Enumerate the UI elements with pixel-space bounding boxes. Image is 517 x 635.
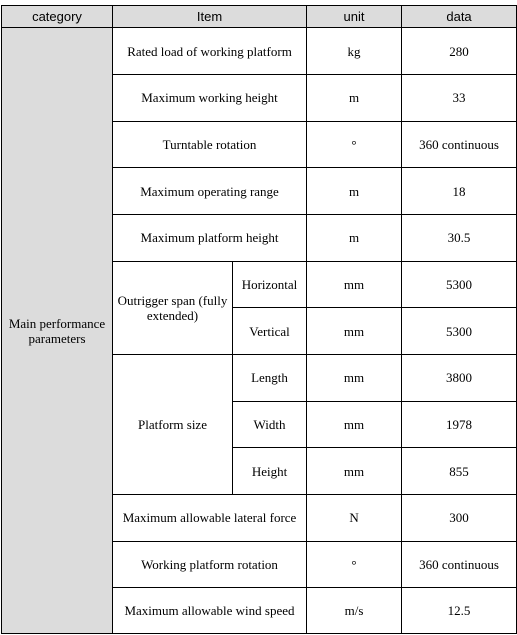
unit-cell: mm (307, 401, 402, 448)
item-cell: Maximum allowable lateral force (113, 494, 307, 541)
header-row (2, 6, 517, 28)
item-cell: Maximum working height (113, 74, 307, 121)
data-cell: 300 (402, 494, 517, 541)
item-cell: Maximum platform height (113, 214, 307, 261)
unit-cell: kg (307, 28, 402, 75)
unit-cell: ° (307, 121, 402, 168)
group-label-cell: Platform size (113, 354, 233, 494)
unit-cell: ° (307, 541, 402, 588)
unit-cell: mm (307, 308, 402, 355)
data-cell: 855 (402, 448, 517, 495)
item-cell: Maximum allowable wind speed (113, 588, 307, 634)
unit-cell: mm (307, 448, 402, 495)
item-cell: Maximum operating range (113, 168, 307, 215)
data-cell: 12.5 (402, 588, 517, 634)
item-cell: Working platform rotation (113, 541, 307, 588)
data-cell: 3800 (402, 354, 517, 401)
data-cell: 5300 (402, 261, 517, 308)
unit-cell: m (307, 74, 402, 121)
group-label-cell: Outrigger span (fully extended) (113, 261, 233, 354)
data-cell: 360 continuous (402, 541, 517, 588)
header-category: category (2, 6, 113, 28)
unit-cell: m/s (307, 588, 402, 634)
data-cell: 33 (402, 74, 517, 121)
data-cell: 360 continuous (402, 121, 517, 168)
data-cell: 30.5 (402, 214, 517, 261)
data-cell: 18 (402, 168, 517, 215)
category-cell: Main performance parameters (2, 28, 113, 634)
data-cell: 5300 (402, 308, 517, 355)
table-row (2, 28, 517, 75)
unit-cell: m (307, 168, 402, 215)
header-data: data (402, 6, 517, 28)
subitem-cell: Vertical (233, 308, 307, 355)
unit-cell: N (307, 494, 402, 541)
performance-table (1, 5, 517, 634)
unit-cell: mm (307, 354, 402, 401)
unit-cell: mm (307, 261, 402, 308)
item-cell: Turntable rotation (113, 121, 307, 168)
subitem-cell: Horizontal (233, 261, 307, 308)
data-cell: 280 (402, 28, 517, 75)
subitem-cell: Width (233, 401, 307, 448)
item-cell: Rated load of working platform (113, 28, 307, 75)
subitem-cell: Height (233, 448, 307, 495)
subitem-cell: Length (233, 354, 307, 401)
data-cell: 1978 (402, 401, 517, 448)
header-item: Item (113, 6, 307, 28)
header-unit: unit (307, 6, 402, 28)
unit-cell: m (307, 214, 402, 261)
